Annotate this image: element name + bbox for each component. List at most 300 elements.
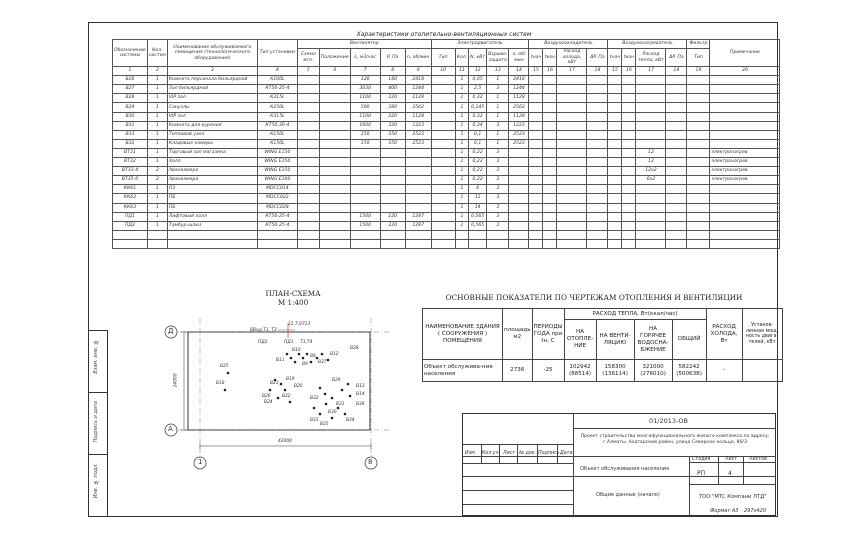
table-cell: электронагрев [710, 167, 780, 176]
table-cell [557, 85, 587, 94]
table-cell: 3 [487, 185, 509, 194]
table-row [113, 230, 780, 239]
table-cell [113, 230, 148, 239]
table-cell [587, 239, 608, 248]
table-cell: электронагрев [710, 176, 780, 185]
table-cell: Кладовые камеры [167, 139, 257, 148]
table-cell [509, 212, 529, 221]
column-number: 18 [666, 67, 687, 76]
table-cell: ВТ33-4 [113, 167, 148, 176]
table-cell [469, 230, 487, 239]
table-cell [297, 139, 319, 148]
table-cell [608, 194, 622, 203]
table-cell: 1287 [405, 212, 431, 221]
table-cell [297, 158, 319, 167]
table-cell [608, 85, 622, 94]
plan-label: В31 [336, 402, 345, 407]
table-cell [405, 230, 431, 239]
table-cell [666, 230, 687, 239]
table-cell [557, 130, 587, 139]
table-cell [543, 230, 557, 239]
indicators-cell: 321000 (276010) [634, 360, 672, 382]
table-cell [431, 176, 455, 185]
table-cell: 0,05 [469, 76, 487, 85]
table-cell: 120 [350, 76, 380, 85]
table-cell: 3 [487, 221, 509, 230]
indicators-header: ПЕРИОДЫ ГОДА при tн, С [532, 309, 564, 360]
table-cell: 1 [455, 167, 468, 176]
table-cell [297, 194, 319, 203]
table-cell [543, 103, 557, 112]
table-cell [587, 85, 608, 94]
table-cell [147, 230, 167, 239]
table-cell: 1 [147, 94, 167, 103]
table-cell [529, 112, 543, 121]
table-cell [587, 121, 608, 130]
table-cell [297, 130, 319, 139]
table-cell [543, 158, 557, 167]
table-row [113, 158, 780, 167]
table-cell: 0,22 [469, 148, 487, 157]
table-cell: 0,34 [469, 121, 487, 130]
table-cell [350, 239, 380, 248]
column-number: 5 [297, 67, 319, 76]
table-cell: 1128 [405, 94, 431, 103]
table-cell: 350 [380, 139, 405, 148]
table-cell [529, 139, 543, 148]
table-cell [636, 103, 666, 112]
col-header: n, об/мин [405, 49, 431, 67]
table-cell [666, 176, 687, 185]
table-cell [350, 176, 380, 185]
table-cell [529, 239, 543, 248]
table-cell: WING Е150 [257, 167, 297, 176]
table-cell [636, 85, 666, 94]
table-cell [543, 167, 557, 176]
indicators-header: РАСХОД ТЕПЛА, Вт(ккал/час) [564, 309, 706, 320]
plan-label: В21 [270, 381, 279, 386]
table-cell [687, 76, 710, 85]
table-cell: 1 [147, 139, 167, 148]
table-cell [297, 239, 319, 248]
table-cell: 1128 [509, 112, 529, 121]
table-cell [636, 121, 666, 130]
table-cell [380, 158, 405, 167]
table-cell [608, 112, 622, 121]
table-cell [687, 85, 710, 94]
table-cell [529, 230, 543, 239]
table-cell [257, 230, 297, 239]
indicators-cell: 2736 [503, 360, 533, 382]
table-cell [543, 212, 557, 221]
table-cell: электронагрев [710, 158, 780, 167]
table-cell: 1 [147, 212, 167, 221]
table-cell [557, 121, 587, 130]
table-cell: 150 [350, 139, 380, 148]
table-cell: WING Е150 [257, 148, 297, 157]
table-cell [622, 139, 636, 148]
plan-label: В14 [356, 392, 365, 397]
table-cell: 1128 [405, 112, 431, 121]
table-cell [405, 203, 431, 212]
table-cell [431, 167, 455, 176]
table-cell [587, 103, 608, 112]
table-cell [636, 230, 666, 239]
table-cell [319, 76, 350, 85]
col-header: ΔP, Па [666, 49, 687, 67]
indicators-header: РАСХОД ХОЛОДА, Вт [706, 309, 742, 360]
table-row [113, 85, 780, 94]
table-cell [710, 121, 780, 130]
col-header: tнач [529, 49, 543, 67]
plan-label: В25 [220, 364, 229, 369]
table-cell [455, 239, 468, 248]
table-cell: 150 [350, 130, 380, 139]
table-cell [687, 221, 710, 230]
table-row [113, 139, 780, 148]
table-cell [636, 94, 666, 103]
table-cell: 1 [455, 112, 468, 121]
table-cell [636, 212, 666, 221]
plan-label: В24 [264, 400, 273, 405]
callout-label: ПД2 [258, 340, 268, 345]
table-cell: 1 [487, 139, 509, 148]
table-row [113, 130, 780, 139]
table-cell: 1 [487, 130, 509, 139]
table-cell [557, 194, 587, 203]
table-cell: 2523 [405, 130, 431, 139]
table-cell [636, 239, 666, 248]
indicators-header: ОБЩИЙ [672, 320, 706, 360]
table-cell [636, 76, 666, 85]
table-cell: 1 [455, 176, 468, 185]
column-number: 7 [350, 67, 380, 76]
plan-label: В35 [320, 422, 329, 427]
stamp-col-doc: № док. [519, 451, 537, 456]
table-cell [319, 212, 350, 221]
table-cell [622, 148, 636, 157]
table-cell: 3030 [350, 85, 380, 94]
callout-label: ВВод Т1, Т2 [250, 328, 277, 333]
table-cell [710, 76, 780, 85]
table-cell: 2523 [509, 130, 529, 139]
table-cell [543, 121, 557, 130]
table-cell [687, 148, 710, 157]
table-cell [608, 185, 622, 194]
table-cell [687, 103, 710, 112]
table-cell: 1 [455, 121, 468, 130]
table-cell [622, 76, 636, 85]
stamp-col-kol: Кол.уч [482, 451, 499, 456]
column-number: 16 [543, 67, 557, 76]
table-cell [710, 139, 780, 148]
col-header: N, кВт [469, 49, 487, 67]
table-cell [113, 239, 148, 248]
column-number: 14 [509, 67, 529, 76]
table-cell [666, 148, 687, 157]
table-cell [529, 203, 543, 212]
column-number: 12 [469, 67, 487, 76]
table-cell [543, 76, 557, 85]
table-row [113, 167, 780, 176]
table-cell [319, 103, 350, 112]
table-cell: ВТ32 [113, 158, 148, 167]
table-cell: 220 [380, 212, 405, 221]
table-cell: 1 [147, 85, 167, 94]
table-cell [666, 185, 687, 194]
plan-label: В10 [292, 348, 301, 353]
table-cell: В32 [113, 139, 148, 148]
table-cell [710, 185, 780, 194]
table-cell: 3 [487, 121, 509, 130]
table-cell: ПД1 [113, 212, 148, 221]
table-cell [666, 112, 687, 121]
table-cell: 1500 [350, 221, 380, 230]
table-cell [608, 203, 622, 212]
table-cell [509, 158, 529, 167]
table-cell: 220 [380, 221, 405, 230]
table-cell: 1 [487, 94, 509, 103]
table-cell [431, 221, 455, 230]
table-cell [557, 185, 587, 194]
schedule-title: Характеристики отопительно-вентиляционных систем [112, 30, 776, 40]
table-cell [666, 194, 687, 203]
table-cell: 3 [487, 148, 509, 157]
table-cell [431, 130, 455, 139]
table-cell [636, 221, 666, 230]
table-cell: ВТ31 [113, 148, 148, 157]
table-cell [297, 167, 319, 176]
table-cell: К315L [257, 112, 297, 121]
col-header: n, об/мин [509, 49, 529, 67]
table-cell: 1 [455, 203, 468, 212]
table-cell: 1 [147, 130, 167, 139]
table-cell [666, 85, 687, 94]
table-row [113, 76, 780, 85]
table-cell [543, 112, 557, 121]
indicators-header: НА ВЕНТИ-ЛЯЦИЮ [596, 320, 634, 360]
plan-scheme [160, 318, 390, 478]
col-header: Тип [687, 49, 710, 67]
table-cell: 0,565 [469, 212, 487, 221]
table-cell [487, 239, 509, 248]
table-cell [622, 121, 636, 130]
table-cell [687, 239, 710, 248]
indicators-cell: - [706, 360, 742, 382]
table-cell [529, 85, 543, 94]
column-number: 17 [636, 67, 666, 76]
table-row [113, 94, 780, 103]
table-cell [622, 112, 636, 121]
table-row [113, 203, 780, 212]
table-cell [297, 112, 319, 121]
table-cell [687, 130, 710, 139]
table-cell [666, 130, 687, 139]
table-cell [666, 167, 687, 176]
plan-label: В19 [286, 377, 295, 382]
table-cell: 1244 [509, 85, 529, 94]
column-number-row [113, 67, 780, 76]
table-cell: VIP зал [167, 94, 257, 103]
table-cell: К250L [257, 103, 297, 112]
col-header: tнач [608, 49, 622, 67]
stamp-col-list: Лист [503, 451, 516, 456]
table-cell [687, 112, 710, 121]
col-header: L, м3/час [350, 49, 380, 67]
table-cell: 2523 [405, 139, 431, 148]
table-cell [297, 148, 319, 157]
table-cell [710, 194, 780, 203]
table-cell [666, 121, 687, 130]
plan-scale: М 1:400 [277, 298, 309, 307]
table-cell [687, 158, 710, 167]
table-cell: 1 [147, 221, 167, 230]
callout-label: 21.7,0713 [288, 322, 311, 327]
table-cell: В27 [113, 85, 148, 94]
table-cell: 400 [380, 85, 405, 94]
table-cell: К100L [257, 76, 297, 85]
table-cell [380, 194, 405, 203]
table-cell: Комната для курения [167, 121, 257, 130]
table-row [113, 112, 780, 121]
table-cell [608, 130, 622, 139]
table-cell: 1 [455, 85, 468, 94]
table-cell: 0,22 [469, 167, 487, 176]
indicators-header: Установ-ленная мощ-ность двига-телей, кВт [742, 309, 782, 360]
table-cell [380, 148, 405, 157]
table-cell [431, 103, 455, 112]
table-cell [622, 167, 636, 176]
plan-label: В20 [294, 384, 303, 389]
table-cell: электронагрев [710, 148, 780, 157]
table-cell [608, 121, 622, 130]
table-cell: 1 [147, 158, 167, 167]
column-number: 15 [608, 67, 622, 76]
table-cell [587, 203, 608, 212]
column-number: 1 [113, 67, 148, 76]
table-cell [509, 230, 529, 239]
table-cell [622, 103, 636, 112]
table-cell: Зал бильярдной [167, 85, 257, 94]
table-cell [319, 148, 350, 157]
column-number: 9 [405, 67, 431, 76]
plan-label: В33 [310, 418, 319, 423]
table-cell: 1223 [405, 121, 431, 130]
table-cell [380, 185, 405, 194]
stamp-sheet: 4 [728, 470, 732, 477]
indicators-cell: 158300 (136114) [596, 360, 634, 382]
table-cell: В30 [113, 112, 148, 121]
side-field-replace: Инв. № подл. [93, 463, 99, 499]
table-cell [622, 230, 636, 239]
side-field-sign: Подпись и дата [93, 401, 99, 443]
plan-title: ПЛАН-СХЕМА [265, 289, 321, 298]
table-cell [405, 176, 431, 185]
table-cell: 6х2 [636, 176, 666, 185]
stamp-sheets-label: Листов [749, 457, 767, 462]
table-cell [710, 230, 780, 239]
table-cell [622, 176, 636, 185]
table-cell: 0,32 [469, 94, 487, 103]
table-cell [319, 176, 350, 185]
table-cell [710, 112, 780, 121]
table-cell [455, 230, 468, 239]
table-cell [608, 103, 622, 112]
table-cell: 1 [487, 112, 509, 121]
stamp-col-sign: Подпись [538, 451, 560, 456]
table-cell [380, 230, 405, 239]
table-cell [687, 94, 710, 103]
table-cell [587, 185, 608, 194]
table-cell [431, 212, 455, 221]
table-cell: 1100 [350, 112, 380, 121]
col-header: Тип установки [257, 40, 297, 67]
table-cell: 180 [380, 76, 405, 85]
table-cell [431, 94, 455, 103]
table-cell [557, 230, 587, 239]
table-row [113, 212, 780, 221]
stamp-company: ТОО "МТС Компани ЛТД" [699, 494, 767, 500]
table-cell: 2418 [405, 76, 431, 85]
table-cell: К315L [257, 94, 297, 103]
table-cell: 1 [455, 103, 468, 112]
table-cell: 2 [147, 176, 167, 185]
table-cell: 380 [380, 103, 405, 112]
table-cell: 1600 [350, 121, 380, 130]
column-number: 20 [710, 67, 780, 76]
plan-label: В18 [216, 381, 225, 386]
table-cell: ПБ [167, 194, 257, 203]
table-cell: 320 [380, 112, 405, 121]
table-cell [666, 158, 687, 167]
table-cell: Аванкамера [167, 167, 257, 176]
table-cell: 1 [455, 212, 468, 221]
table-cell: MDCC028 [257, 203, 297, 212]
table-cell [431, 121, 455, 130]
table-cell [431, 139, 455, 148]
column-number: 3 [167, 67, 257, 76]
col-header: Взрыво-защита [487, 49, 509, 67]
table-cell [636, 112, 666, 121]
table-cell: 0,22 [469, 158, 487, 167]
table-cell [319, 221, 350, 230]
table-cell: 0,565 [469, 221, 487, 230]
col-header: ΔP, Па [587, 49, 608, 67]
table-cell [608, 94, 622, 103]
plan-label: В27 [318, 360, 327, 365]
table-cell: 1 [455, 158, 468, 167]
table-cell [608, 167, 622, 176]
table-cell [319, 167, 350, 176]
indicators-cell [742, 360, 782, 382]
table-cell: 12 [636, 148, 666, 157]
table-cell [687, 230, 710, 239]
col-header: Примечание [710, 40, 780, 67]
table-cell: КТ50-25-4 [257, 221, 297, 230]
table-cell [529, 148, 543, 157]
table-cell [608, 176, 622, 185]
table-cell [710, 212, 780, 221]
table-cell [147, 239, 167, 248]
table-cell [297, 94, 319, 103]
table-cell [587, 158, 608, 167]
table-cell: 1244 [405, 85, 431, 94]
table-cell: 1 [487, 103, 509, 112]
table-cell [431, 185, 455, 194]
table-cell: 1 [455, 148, 468, 157]
table-cell: 1 [147, 194, 167, 203]
table-cell: 2523 [509, 139, 529, 148]
